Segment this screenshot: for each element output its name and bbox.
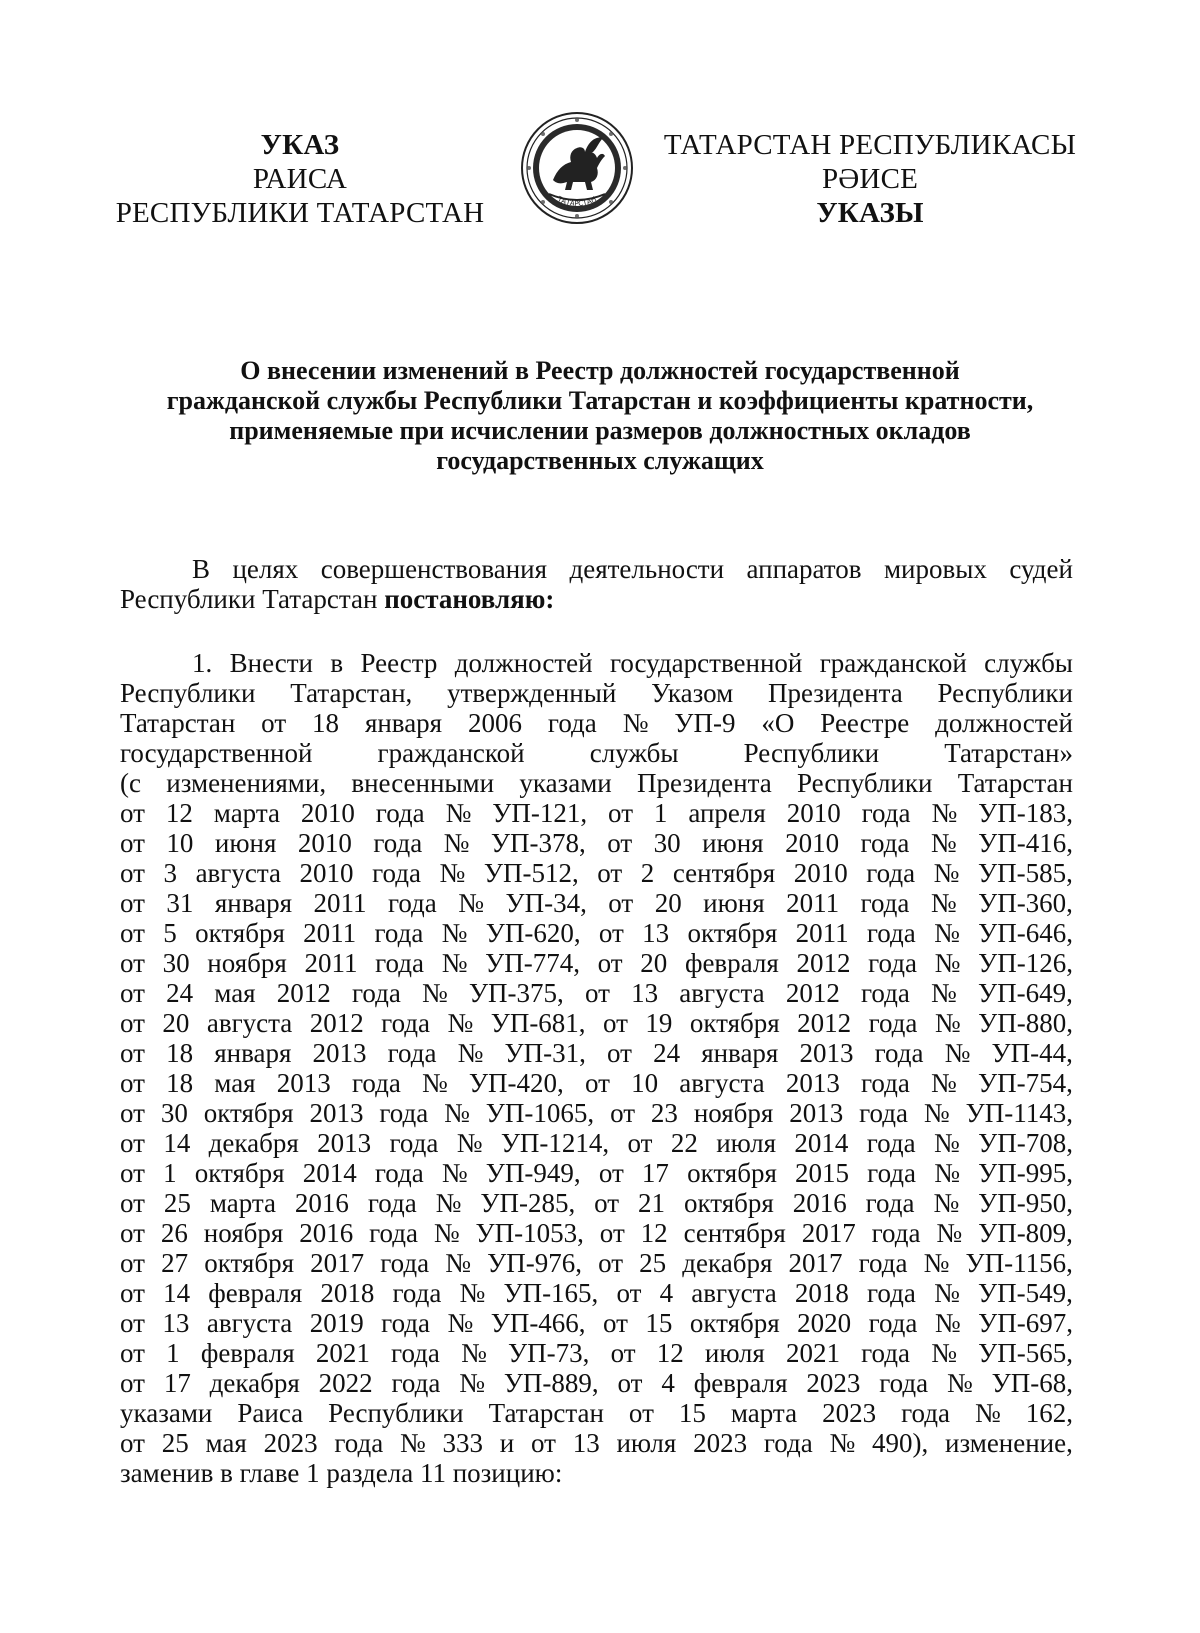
title-line: применяемые при исчислении размеров должностных окладов [229, 416, 971, 445]
item-1-line: Республики Татарстан, утвержденный Указом Президента Республики [120, 678, 1073, 708]
preamble-text: Республики Татарстан [120, 584, 385, 614]
item-1-line: от 17 декабря 2022 года № УП-889, от 4 февраля 2023 года № УП-68, [120, 1368, 1073, 1398]
item-1-line: от 1 октября 2014 года № УП-949, от 17 октября 2015 года № УП-995, [120, 1158, 1073, 1188]
item-1-line: от 20 августа 2012 года № УП-681, от 19 октября 2012 года № УП-880, [120, 1008, 1073, 1038]
item-1-line: 1. Внести в Реестр должностей государственной гражданской службы [192, 648, 1073, 678]
title-line: О внесении изменений в Реестр должностей государственной [240, 356, 960, 385]
item-1-line: от 14 декабря 2013 года № УП-1214, от 22 июля 2014 года № УП-708, [120, 1128, 1073, 1158]
item-1-line: от 12 марта 2010 года № УП-121, от 1 апреля 2010 года № УП-183, [120, 798, 1073, 828]
header-left-line3: РЕСПУБЛИКИ ТАТАРСТАН [115, 197, 485, 229]
item-1-line: заменив в главе 1 раздела 11 позицию: [120, 1458, 563, 1488]
item-1-line: от 1 февраля 2021 года № УП-73, от 12 июля 2021 года № УП-565, [120, 1338, 1073, 1368]
decree-keyword: постановляю: [384, 584, 555, 614]
header-left-line1: УКАЗ [260, 129, 340, 161]
item-1-line: от 30 ноября 2011 года № УП-774, от 20 февраля 2012 года № УП-126, [120, 948, 1073, 978]
item-1-line: от 5 октября 2011 года № УП-620, от 13 октября 2011 года № УП-646, [120, 918, 1073, 948]
item-1-line: от 14 февраля 2018 года № УП-165, от 4 августа 2018 года № УП-549, [120, 1278, 1073, 1308]
header-right-block [660, 128, 1080, 230]
item-1-line: от 27 октября 2017 года № УП-976, от 25 декабря 2017 года № УП-1156, [120, 1248, 1073, 1278]
item-1-line: указами Раиса Республики Татарстан от 15 марта 2023 года № 162, [120, 1398, 1073, 1428]
item-1-line: государственной гражданской службы Республики Татарстан» [120, 738, 1073, 768]
item-1-line: от 24 мая 2012 года № УП-375, от 13 августа 2012 года № УП-649, [120, 978, 1073, 1008]
tatarstan-coat-of-arms-icon [519, 110, 635, 226]
item-1-line: от 3 августа 2010 года № УП-512, от 2 сентября 2010 года № УП-585, [120, 858, 1073, 888]
item-1-line: от 25 марта 2016 года № УП-285, от 21 октября 2016 года № УП-950, [120, 1188, 1073, 1218]
document-title [120, 356, 1080, 476]
header-left-line2: РАИСА [252, 163, 348, 195]
preamble-line-2 [120, 584, 1073, 614]
title-line: гражданской службы Республики Татарстан и коэффициенты кратности, [166, 386, 1034, 415]
item-1-line: от 18 января 2013 года № УП-31, от 24 января 2013 года № УП-44, [120, 1038, 1073, 1068]
item-1-line: от 31 января 2011 года № УП-34, от 20 июня 2011 года № УП-360, [120, 888, 1073, 918]
header-left-block [110, 128, 490, 230]
document-body [120, 554, 1073, 1488]
item-1-line: Татарстан от 18 января 2006 года № УП-9 «О Реестре должностей [120, 708, 1073, 738]
item-1-line: от 30 октября 2013 года № УП-1065, от 23 ноября 2013 года № УП-1143, [120, 1098, 1073, 1128]
header-right-line1: ТАТАРСТАН РЕСПУБЛИКАСЫ [663, 129, 1077, 161]
item-1-line: (с изменениями, внесенными указами Президента Республики Татарстан [120, 768, 1073, 798]
header-right-line2: РӘИСЕ [821, 163, 919, 195]
item-1-paragraph [120, 648, 1073, 1488]
header-right-line3: УКАЗЫ [816, 197, 924, 229]
item-1-line: от 26 ноября 2016 года № УП-1053, от 12 сентября 2017 года № УП-809, [120, 1218, 1073, 1248]
preamble-line-1: В целях совершенствования деятельности аппаратов мировых судей [192, 554, 1073, 584]
emblem-text: ТАТАРСТАН [556, 195, 598, 208]
item-1-line: от 18 мая 2013 года № УП-420, от 10 августа 2013 года № УП-754, [120, 1068, 1073, 1098]
item-1-line: от 13 августа 2019 года № УП-466, от 15 октября 2020 года № УП-697, [120, 1308, 1073, 1338]
item-1-line: от 10 июня 2010 года № УП-378, от 30 июня 2010 года № УП-416, [120, 828, 1073, 858]
title-line: государственных служащих [436, 446, 764, 475]
item-1-line: от 25 мая 2023 года № 333 и от 13 июля 2023 года № 490), изменение, [120, 1428, 1073, 1458]
